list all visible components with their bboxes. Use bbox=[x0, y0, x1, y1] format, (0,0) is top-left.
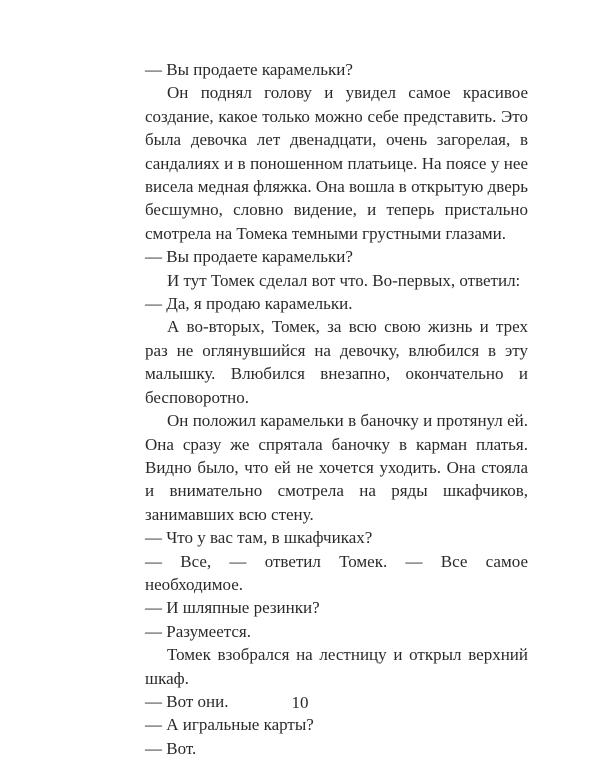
paragraph: И тут Томек сделал вот что. Во-первых, ответил: bbox=[167, 270, 521, 290]
body-text bbox=[145, 58, 528, 760]
dialog-line: — Вы продаете карамельки? bbox=[145, 60, 353, 79]
paragraph: Томек взобрался на лестницу и открыл верхний шкаф. bbox=[145, 645, 528, 688]
paragraph: Он положил карамельки в баночку и протянул ей. Она сразу же спрятала баночку в карман платья. Видно было, что ей не хочется уходить. Она стояла и внимательно смотрела на ряды шкафчиков, занимавших всю стену. bbox=[145, 411, 528, 524]
dialog-line: — Что у вас там, в шкафчиках? bbox=[145, 528, 373, 548]
dialog-line: — Вот. bbox=[145, 738, 197, 758]
dialog-line: — И шляпные резинки? bbox=[145, 598, 320, 618]
dialog-line: — Разумеется. bbox=[145, 621, 251, 641]
dialog-line: — Да, я продаю карамельки. bbox=[145, 294, 353, 314]
dialog-line: — Вот они. bbox=[145, 691, 229, 711]
paragraph: Он поднял голову и увидел самое красивое создание, какое только можно себе представить. Это была девочка лет двенадцати, очень загорелая, в сандалиях и в поношенном платьице. На поясе у нее висела медная фляжка. Она вошла в открытую дверь бесшумно, словно видение, и теперь пристально смотрела на Томека темными грустными глазами. bbox=[145, 83, 528, 243]
paragraph: А во-вторых, Томек, за всю свою жизнь и трех раз не оглянувшийся на девочку, влюбился в эту малышку. Влюбился внезапно, окончательно и бесповоротно. bbox=[145, 317, 528, 407]
dialog-line: — Все, — ответил Томек. — Все самое необходимое. bbox=[145, 551, 528, 594]
page-number: 10 bbox=[291, 693, 309, 712]
dialog-line: — Вы продаете карамельки? bbox=[145, 247, 353, 267]
dialog-line: — А игральные карты? bbox=[145, 715, 314, 735]
